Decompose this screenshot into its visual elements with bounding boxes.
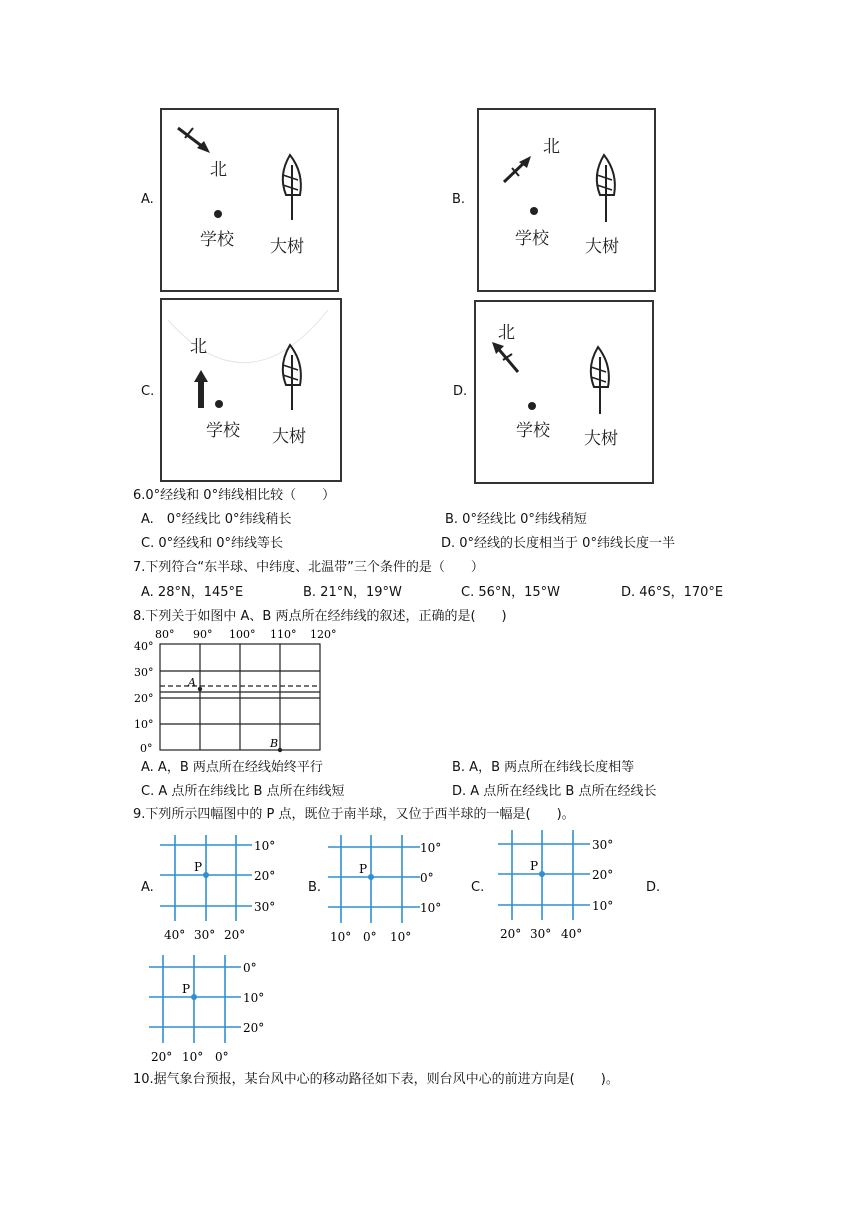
north-arrow-icon [162,110,337,290]
point-b-label: B [270,737,279,750]
option-letter: A. [141,192,154,207]
lat-label: 10° [134,718,154,731]
point-b-dot [278,748,282,752]
lon-label: 40° [561,927,583,941]
lat-label: 10° [420,901,442,915]
option-a: A. 28°N，145°E [141,585,244,600]
question-stem: 6.0°经线和 0°纬线相比较（ ） [133,488,336,503]
point-p-label: P [194,860,203,874]
grid-map-b [324,835,454,945]
lon-label: 10° [390,930,412,944]
point-p-dot [203,872,209,878]
lat-label: 20° [243,1021,265,1035]
option-a: A. 0°经线比 0°纬线稍长 [141,512,292,527]
school-label: 学校 [516,421,550,441]
lat-label: 20° [254,869,276,883]
point-p-label: P [359,862,368,876]
point-p-dot [539,871,545,877]
school-label: 学校 [515,229,549,249]
lat-label: 30° [592,838,614,852]
map-letter: A. [141,880,154,895]
option-b: B. A，B 两点所在纬线长度相等 [452,760,635,775]
question-stem: 7.下列符合“东半球、中纬度、北温带”三个条件的是（ ） [133,560,484,575]
lon-label: 100° [229,628,256,641]
lat-label: 10° [592,899,614,913]
point-p-dot [191,994,197,1000]
point-p-label: P [182,982,191,996]
lon-label: 20° [224,928,246,942]
school-label: 学校 [200,230,234,250]
option-a: A. A，B 两点所在经线始终平行 [141,760,323,775]
lon-label: 80° [155,628,175,641]
lat-label: 20° [134,692,154,705]
point-p-dot [368,874,374,880]
option-letter: B. [452,192,466,207]
school-dot-icon [530,207,538,215]
lon-label: 0° [363,930,377,944]
option-letter: D. [453,384,468,399]
lon-label: 40° [164,928,186,942]
option-letter: C. [141,384,155,399]
option-b: B. 21°N，19°W [303,585,402,600]
school-dot-icon [215,400,223,408]
map-panel-c [160,298,342,482]
point-a-label: A [188,676,196,689]
lon-label: 20° [151,1050,173,1064]
lon-label: 30° [530,927,552,941]
lat-label: 30° [134,666,154,679]
map-letter: C. [471,880,485,895]
lat-label: 40° [134,640,154,653]
map-panel-d [474,300,654,484]
grid-map-c [494,830,624,942]
question-stem: 8.下列关于如图中 A、B 两点所在经纬线的叙述，正确的是( ) [133,609,507,624]
lat-label: 10° [254,839,276,853]
tree-label: 大树 [584,429,618,449]
lon-label: 110° [270,628,297,641]
lat-label: 30° [254,900,276,914]
tree-icon [591,347,609,414]
grid-map-a [156,835,286,945]
lon-label: 10° [182,1050,204,1064]
map-panel-b [477,108,656,292]
tree-label: 大树 [585,237,619,257]
lat-label: 20° [592,868,614,882]
grid-map-d [145,955,275,1067]
school-dot-icon [214,210,222,218]
option-b: B. 0°经线比 0°纬线稍短 [445,512,587,527]
north-arrow-icon [162,300,340,480]
tree-label: 大树 [272,427,306,447]
question-stem: 9.下列所示四幅图中的 P 点，既位于南半球，又位于西半球的一幅是( )。 [133,807,575,822]
lon-label: 120° [310,628,337,641]
tree-icon [283,345,301,410]
option-d: D. 46°S，170°E [621,585,724,600]
north-arrow-icon [479,110,654,290]
option-d: D. 0°经线的长度相当于 0°纬线长度一半 [441,536,675,551]
lon-label: 0° [215,1050,229,1064]
school-dot-icon [528,402,536,410]
point-a-dot [198,687,202,691]
north-label: 北 [190,337,207,357]
tree-icon [283,155,301,220]
lat-label: 10° [243,991,265,1005]
map-panel-a [160,108,339,292]
lat-label: 0° [243,961,257,975]
north-label: 北 [498,323,515,343]
lon-label: 90° [193,628,213,641]
lat-lon-grid-figure [130,626,350,756]
map-letter: D. [646,880,661,895]
option-c: C. A 点所在纬线比 B 点所在纬线短 [141,784,345,799]
north-label: 北 [210,160,227,180]
lat-label: 0° [140,742,153,755]
question-stem: 10.据气象台预报，某台风中心的移动路径如下表，则台风中心的前进方向是( )。 [133,1072,619,1087]
tree-label: 大树 [270,237,304,257]
tree-icon [597,155,615,222]
option-c: C. 0°经线和 0°纬线等长 [141,536,284,551]
lat-label: 0° [420,871,434,885]
map-letter: B. [308,880,322,895]
lon-label: 30° [194,928,216,942]
school-label: 学校 [206,421,240,441]
lat-label: 10° [420,841,442,855]
lon-label: 10° [330,930,352,944]
north-label: 北 [543,137,560,157]
point-p-label: P [530,859,539,873]
option-c: C. 56°N，15°W [461,585,561,600]
lon-label: 20° [500,927,522,941]
option-d: D. A 点所在经线比 B 点所在经线长 [452,784,657,799]
